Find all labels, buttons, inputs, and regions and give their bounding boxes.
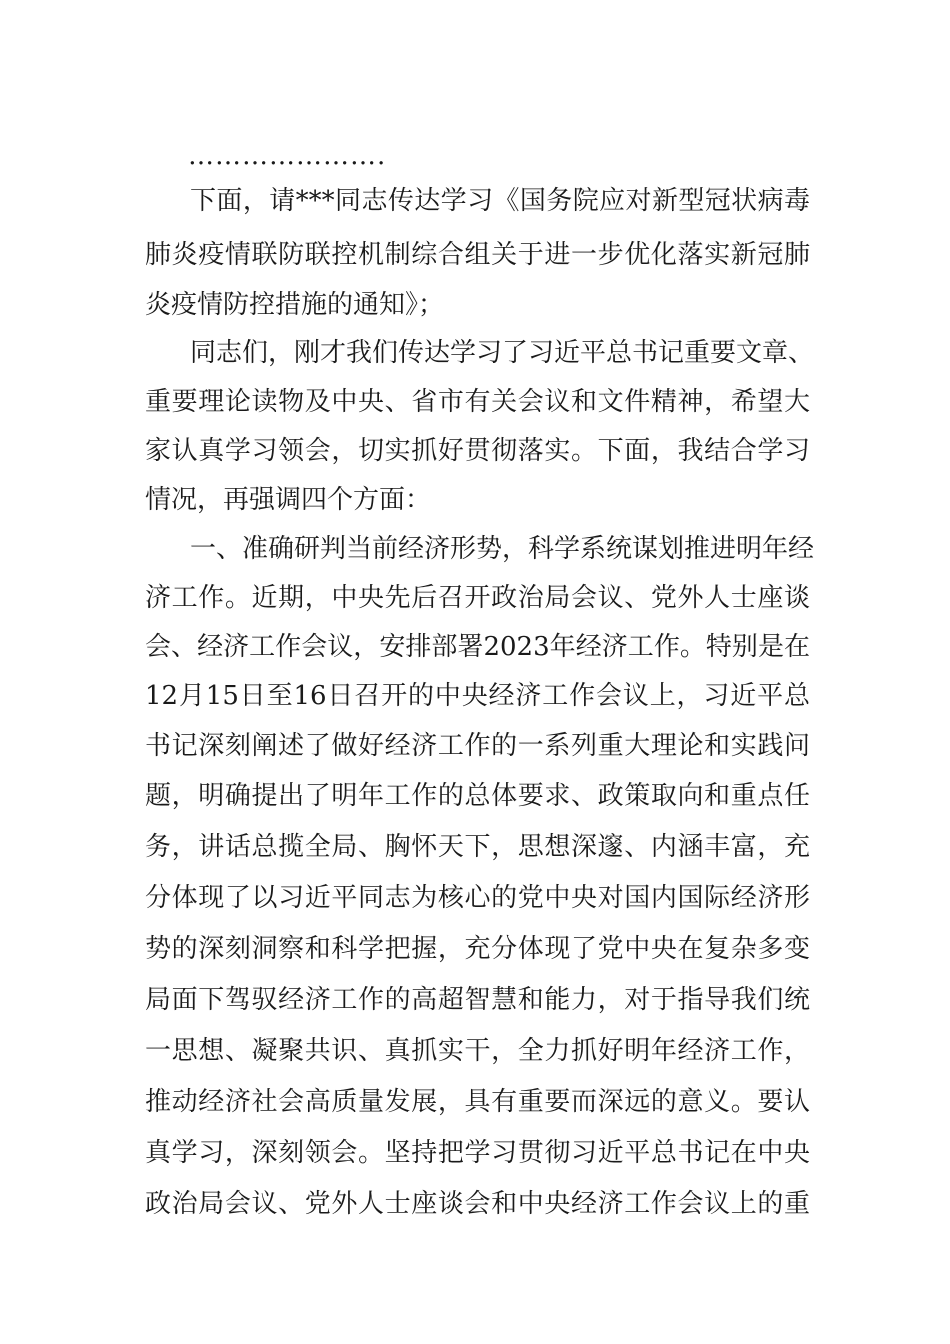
paragraph-3-line-14: 政治局会议、党外人士座谈会和中央经济工作会议上的重 — [145, 1189, 810, 1219]
paragraph-3-line-6: 题，明确提出了明年工作的总体要求、政策取向和重点任 — [145, 781, 810, 811]
paragraph-3-line-13: 真学习，深刻领会。坚持把学习贯彻习近平总书记在中央 — [145, 1138, 810, 1168]
paragraph-3-line-7: 务，讲话总揽全局、胸怀天下，思想深邃、内涵丰富，充 — [145, 832, 810, 862]
paragraph-2-line-3: 家认真学习领会，切实抓好贯彻落实。下面，我结合学习 — [145, 436, 810, 466]
paragraph-3-line-11: 一思想、凝聚共识、真抓实干，全力抓好明年经济工作， — [145, 1036, 810, 1066]
paragraph-3-line-2: 济工作。近期，中央先后召开政治局会议、党外人士座谈 — [145, 583, 810, 613]
paragraph-3-line-9: 势的深刻洞察和科学把握，充分体现了党中央在复杂多变 — [145, 934, 810, 964]
paragraph-3-line-10: 局面下驾驭经济工作的高超智慧和能力，对于指导我们统 — [145, 985, 810, 1015]
paragraph-2-line-2: 重要理论读物及中央、省市有关会议和文件精神，希望大 — [145, 387, 810, 417]
paragraph-1-line-2: 肺炎疫情联防联控机制综合组关于进一步优化落实新冠肺 — [145, 240, 810, 270]
paragraph-3-line-12: 推动经济社会高质量发展，具有重要而深远的意义。要认 — [145, 1087, 810, 1117]
paragraph-3-line-8: 分体现了以习近平同志为核心的党中央对国内国际经济形 — [145, 883, 810, 913]
paragraph-1-line-3: 炎疫情防控措施的通知》； — [145, 290, 445, 320]
paragraph-3-line-1: 一、准确研判当前经济形势，科学系统谋划推进明年经 — [190, 534, 815, 564]
ellipsis-line: …………………. — [188, 141, 387, 171]
paragraph-3-line-4: 12月15日至16日召开的中央经济工作会议上，习近平总 — [145, 681, 810, 711]
paragraph-1-line-1: 下面，请***同志传达学习《国务院应对新型冠状病毒 — [190, 186, 810, 216]
paragraph-3-line-3: 会、经济工作会议，安排部署2023年经济工作。特别是在 — [145, 632, 810, 662]
paragraph-2-line-1: 同志们，刚才我们传达学习了习近平总书记重要文章、 — [190, 338, 815, 368]
paragraph-2-line-4: 情况，再强调四个方面： — [145, 485, 432, 515]
paragraph-3-line-5: 书记深刻阐述了做好经济工作的一系列重大理论和实践问 — [145, 731, 810, 761]
